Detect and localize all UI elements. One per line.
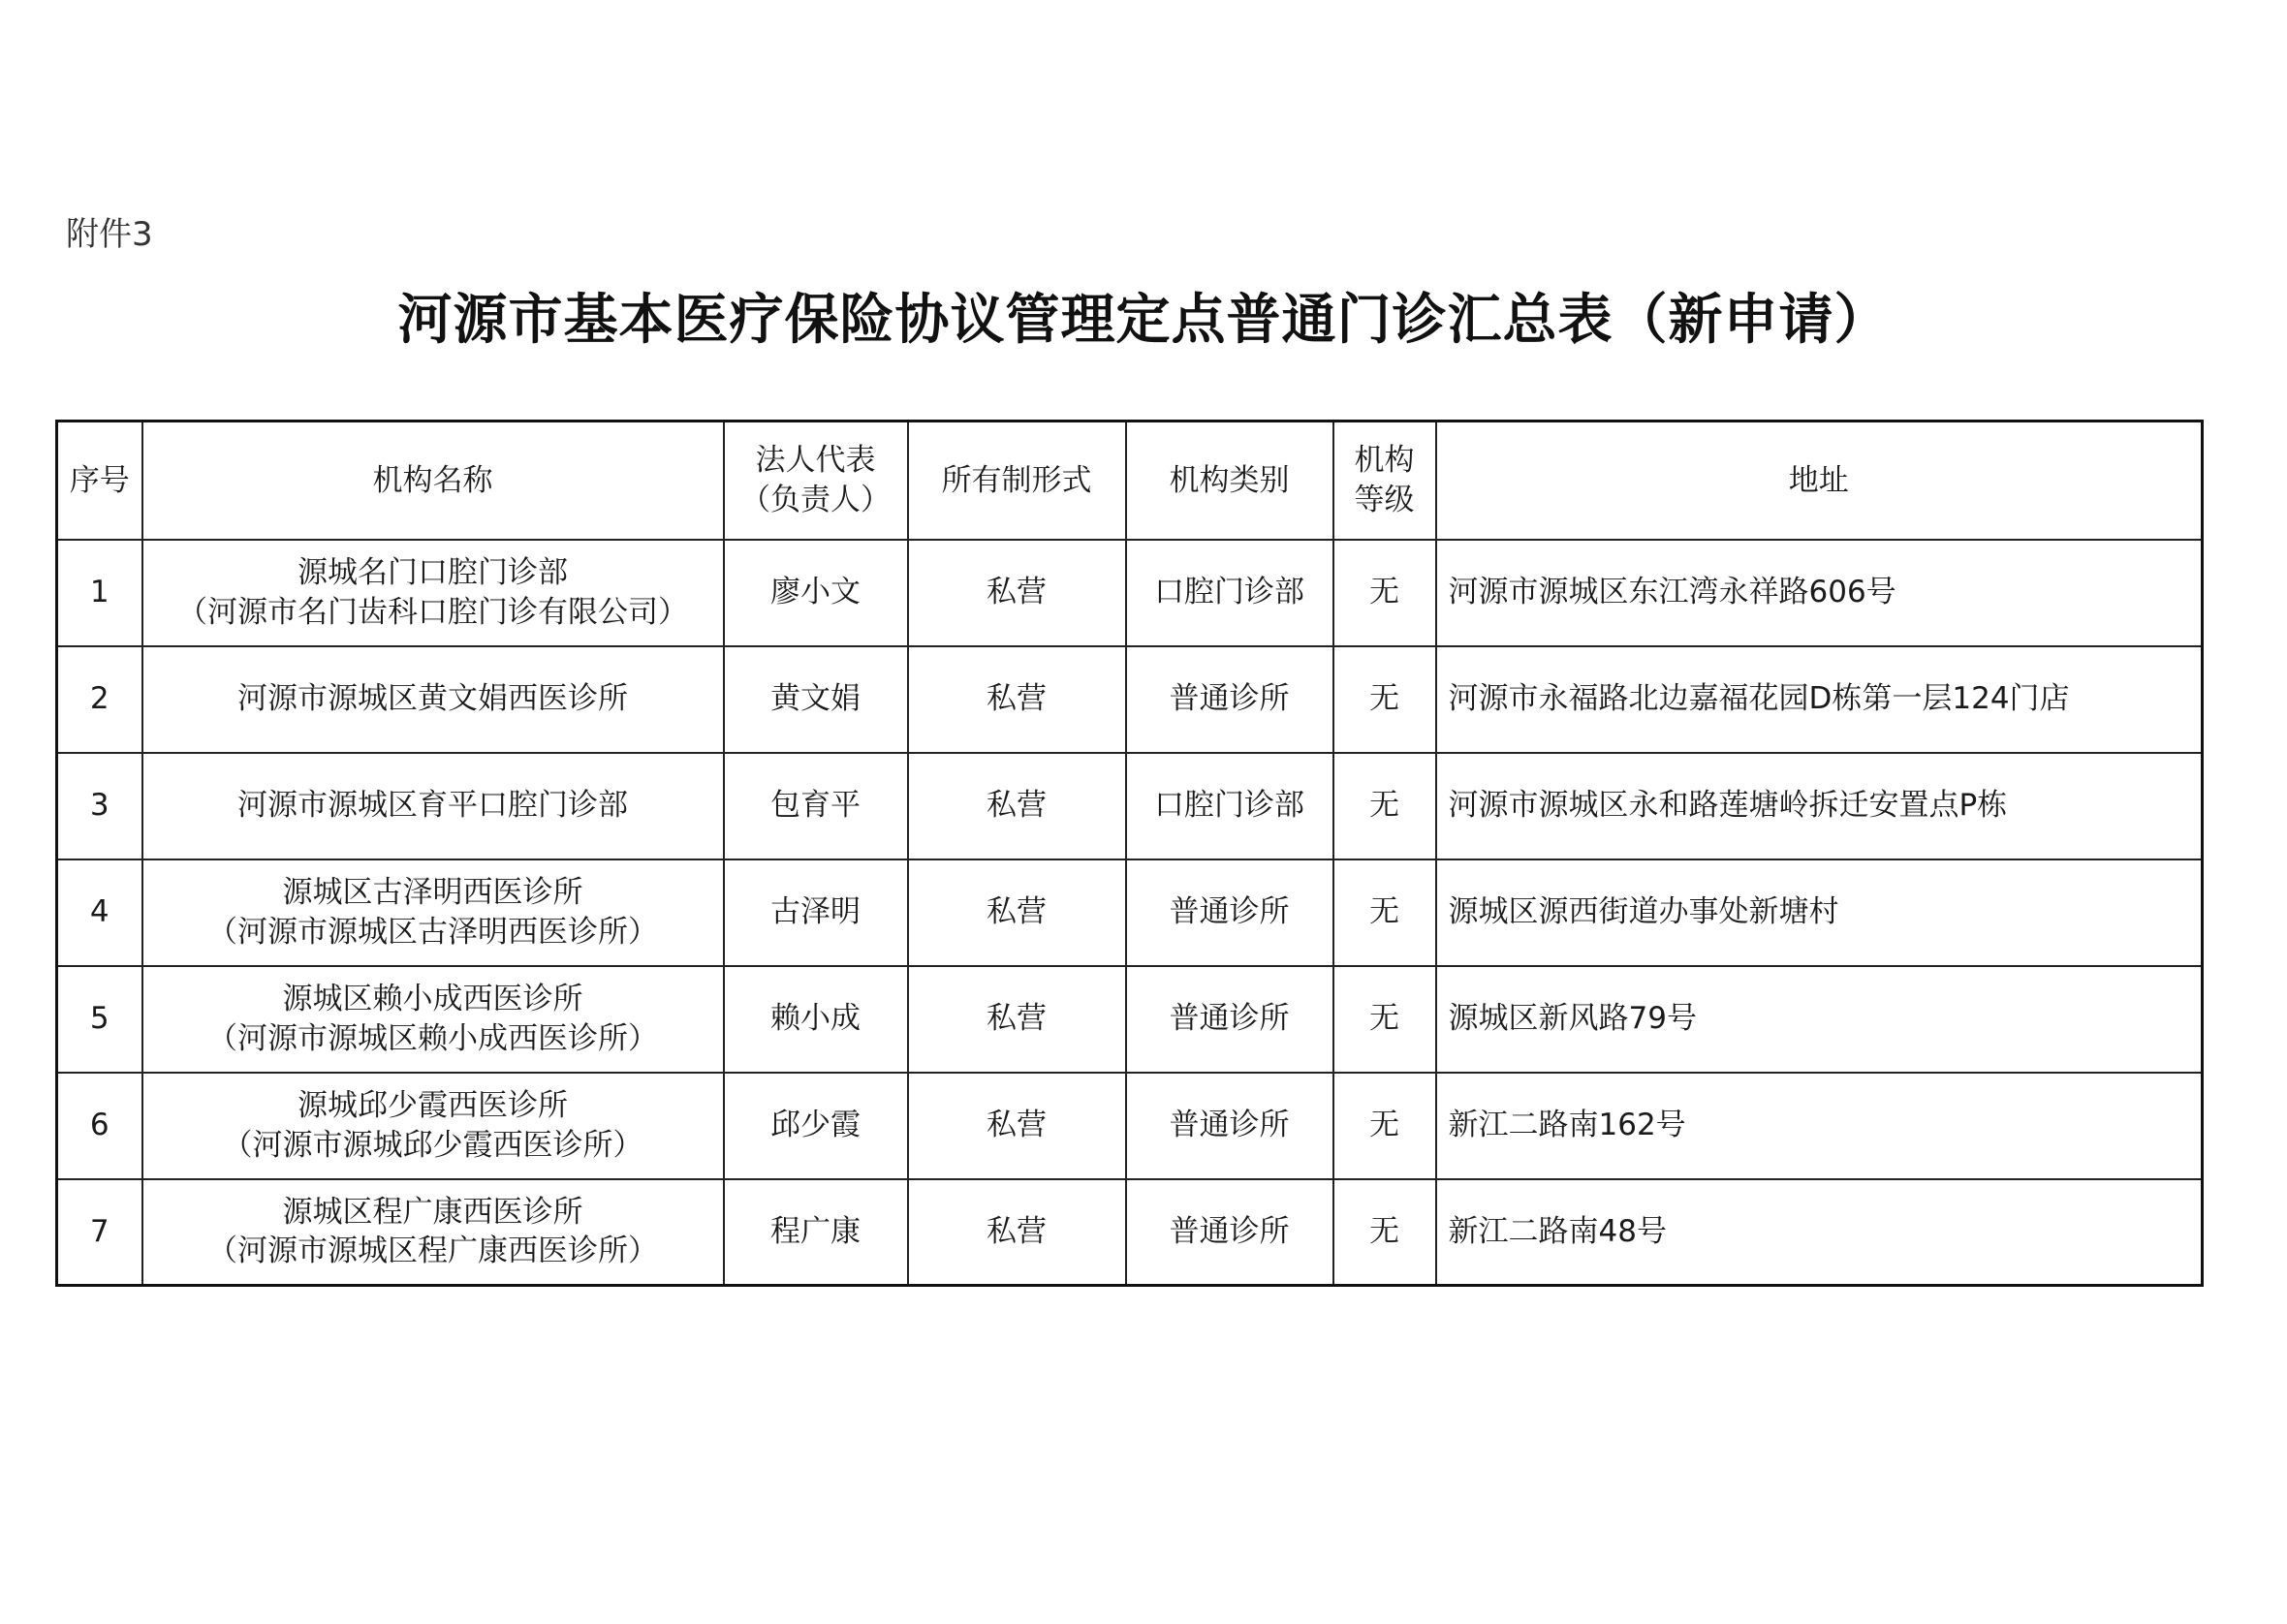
cell-name-primary: 源城区程广康西医诊所 [282,1194,583,1230]
cell-no: 5 [57,966,142,1073]
cell-address: 新江二路南162号 [1436,1073,2203,1179]
summary-table [55,420,2204,1287]
cell-name [142,646,724,753]
table-body [57,540,2203,1286]
cell-legal-rep: 邱少霞 [724,1073,908,1179]
cell-name-legal-entity: （河源市源城区古泽明西医诊所） [207,914,658,950]
cell-ownership: 私营 [908,966,1126,1073]
cell-legal-rep: 包育平 [724,753,908,859]
cell-no: 6 [57,1073,142,1179]
table-header-row [57,422,2203,540]
cell-name-legal-entity: （河源市源城区程广康西医诊所） [207,1234,658,1269]
cell-legal-rep: 程广康 [724,1179,908,1286]
table-row [57,1073,2203,1179]
cell-legal-rep: 黄文娟 [724,646,908,753]
header-level [1333,422,1436,540]
cell-name [142,966,724,1073]
cell-legal-rep: 廖小文 [724,540,908,646]
cell-name-primary: 源城区古泽明西医诊所 [282,875,583,911]
table-row [57,1179,2203,1286]
cell-no: 1 [57,540,142,646]
cell-name-primary: 源城邱少霞西医诊所 [298,1088,568,1124]
header-level-line1: 机构 [1354,443,1415,479]
header-legal-rep-line2: （负责人） [740,482,891,517]
cell-level: 无 [1333,966,1436,1073]
header-address: 地址 [1436,422,2203,540]
cell-address: 新江二路南48号 [1436,1179,2203,1286]
cell-level: 无 [1333,1179,1436,1286]
cell-level: 无 [1333,540,1436,646]
cell-address: 河源市源城区永和路莲塘岭拆迁安置点P栋 [1436,753,2203,859]
cell-address: 源城区新风路79号 [1436,966,2203,1073]
cell-ownership: 私营 [908,540,1126,646]
cell-name [142,1073,724,1179]
cell-level: 无 [1333,1073,1436,1179]
cell-legal-rep: 古泽明 [724,859,908,966]
table-row [57,540,2203,646]
cell-name-primary: 源城名门口腔门诊部 [298,555,568,591]
cell-category: 普通诊所 [1126,859,1333,966]
cell-no: 3 [57,753,142,859]
cell-name [142,753,724,859]
cell-name [142,540,724,646]
cell-name-legal-entity: （河源市源城邱少霞西医诊所） [222,1127,643,1163]
header-name: 机构名称 [142,422,724,540]
cell-ownership: 私营 [908,753,1126,859]
cell-address: 河源市永福路北边嘉福花园D栋第一层124门店 [1436,646,2203,753]
table-row [57,646,2203,753]
cell-no: 2 [57,646,142,753]
cell-name-legal-entity: （河源市源城区赖小成西医诊所） [207,1020,658,1056]
cell-ownership: 私营 [908,646,1126,753]
cell-category: 普通诊所 [1126,1073,1333,1179]
cell-name-primary: 源城区赖小成西医诊所 [282,982,583,1017]
header-ownership: 所有制形式 [908,422,1126,540]
cell-level: 无 [1333,753,1436,859]
header-legal-rep [724,422,908,540]
cell-category: 普通诊所 [1126,1179,1333,1286]
cell-category: 口腔门诊部 [1126,753,1333,859]
cell-category: 口腔门诊部 [1126,540,1333,646]
header-legal-rep-line1: 法人代表 [755,443,876,479]
header-no: 序号 [57,422,142,540]
cell-name [142,1179,724,1286]
header-level-line2: 等级 [1354,482,1415,517]
table-row [57,966,2203,1073]
cell-address: 河源市源城区东江湾永祥路606号 [1436,540,2203,646]
header-category: 机构类别 [1126,422,1333,540]
cell-address: 源城区源西街道办事处新塘村 [1436,859,2203,966]
cell-ownership: 私营 [908,1073,1126,1179]
cell-level: 无 [1333,859,1436,966]
cell-ownership: 私营 [908,859,1126,966]
cell-ownership: 私营 [908,1179,1126,1286]
cell-category: 普通诊所 [1126,646,1333,753]
cell-no: 4 [57,859,142,966]
cell-name-legal-entity: （河源市名门齿科口腔门诊有限公司） [177,594,688,630]
cell-name [142,859,724,966]
cell-category: 普通诊所 [1126,966,1333,1073]
cell-name-primary: 河源市源城区黄文娟西医诊所 [237,681,628,717]
cell-level: 无 [1333,646,1436,753]
table-row [57,753,2203,859]
cell-name-primary: 河源市源城区育平口腔门诊部 [237,788,628,824]
cell-no: 7 [57,1179,142,1286]
attachment-label: 附件3 [66,215,153,254]
document-title: 河源市基本医疗保险协议管理定点普通门诊汇总表（新申请） [397,289,1890,352]
cell-legal-rep: 赖小成 [724,966,908,1073]
table-row [57,859,2203,966]
